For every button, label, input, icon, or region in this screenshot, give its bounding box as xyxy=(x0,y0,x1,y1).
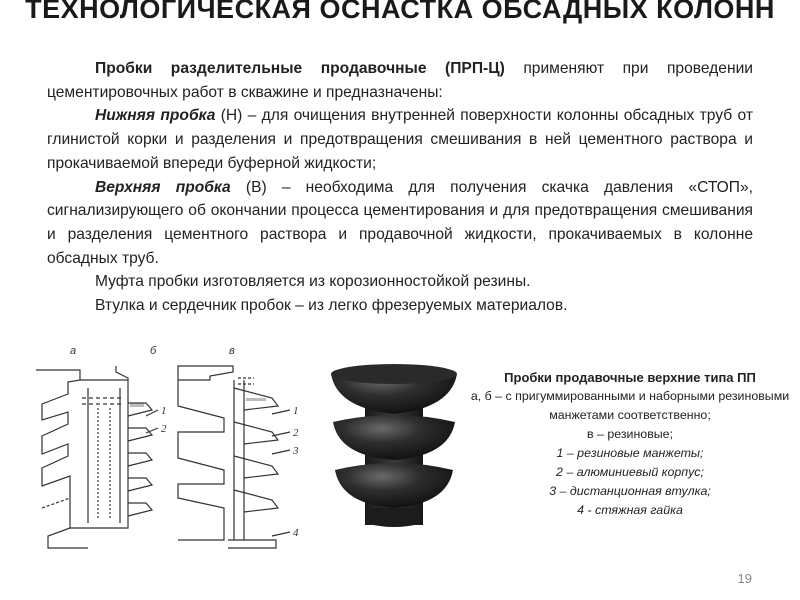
term-lower-plug: Нижняя пробка xyxy=(95,107,216,125)
label-v: в xyxy=(229,345,235,357)
caption-title: Пробки продавочные верхние типа ПП xyxy=(504,370,756,385)
caption-line: 4 - стяжная гайка xyxy=(577,503,683,517)
caption-line: 3 – дистанционная втулка; xyxy=(549,484,711,498)
page-number: 19 xyxy=(737,571,752,586)
term-prp: Пробки разделительные продавочные (ПРП-Ц) xyxy=(95,60,505,77)
callout-a2: 2 xyxy=(161,423,167,435)
callout-v3: 3 xyxy=(293,445,299,457)
caption-line: в – резиновые; xyxy=(586,427,674,441)
caption-line: а, б – с пригуммированными и наборными резиновыми манжетами соответственно; xyxy=(470,389,790,422)
slide-title: ТЕХНОЛОГИЧЕСКАЯ ОСНАСТКА ОБСАДНЫХ КОЛОНН xyxy=(25,0,775,24)
figure-caption xyxy=(470,368,790,520)
callout-a1: 1 xyxy=(161,405,167,417)
body-text xyxy=(47,57,753,318)
callout-v2: 2 xyxy=(293,427,299,439)
paragraph-intro: Пробки разделительные продавочные (ПРП-Ц) применяют при проведении цементировочных работ в скважине и предназначены: xyxy=(47,60,753,101)
paragraph-coupling: Муфта пробки изготовляется из корозионностойкой резины. xyxy=(95,273,531,291)
label-a: а xyxy=(70,345,77,357)
callout-v4: 4 xyxy=(293,527,299,539)
caption-line: 2 – алюминиевый корпус; xyxy=(556,465,704,479)
callout-v1: 1 xyxy=(293,405,299,417)
label-b: б xyxy=(150,345,157,357)
term-upper-plug: Верхняя пробка xyxy=(95,178,231,196)
rubber-plug-photo xyxy=(325,360,463,530)
caption-line: 1 – резиновые манжеты; xyxy=(556,446,704,460)
paragraph-materials: Втулка и сердечник пробок – из легко фрезеруемых материалов. xyxy=(95,297,568,315)
paragraph-upper-plug: Верхняя пробка (В) – необходима для получения скачка давления «СТОП», сигнализирующего об окончании процесса цементирования и для предотвращения смешивания и разделения цементного раствора и продавочной жидкости, прокачиваемых в колонне обсадных труб. xyxy=(47,178,753,267)
paragraph-lower-plug: Нижняя пробка (Н) – для очищения внутренней поверхности колонны обсадных труб от глинистой корки и разделения и предотвращения смешивания в ней цементного раствора и прокачиваемой впереди буферной жидкости; xyxy=(47,107,753,172)
plug-technical-drawing xyxy=(28,358,318,553)
